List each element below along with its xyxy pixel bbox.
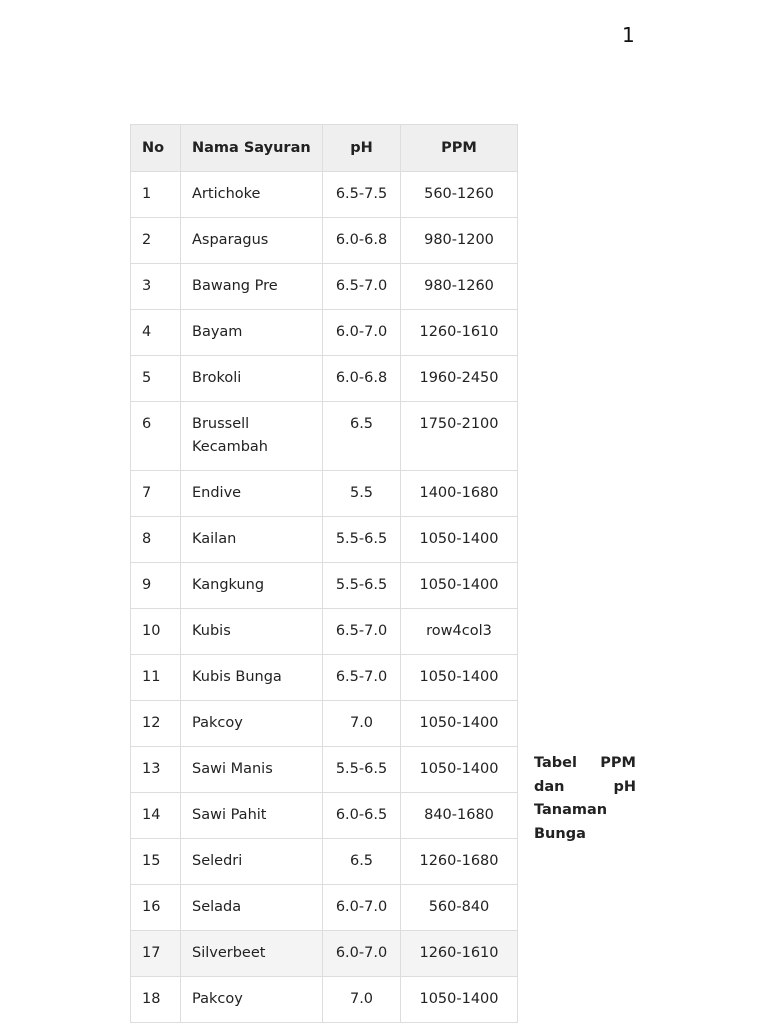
cell-name: Selada	[181, 885, 323, 931]
table-row	[131, 747, 518, 793]
cell-no: 17	[131, 931, 181, 977]
cell-name: Silverbeet	[181, 931, 323, 977]
table-row	[131, 172, 518, 218]
cell-ppm: 1750-2100	[401, 402, 518, 471]
cell-ppm: 840-1680	[401, 793, 518, 839]
table-header-row	[131, 125, 518, 172]
cell-no: 5	[131, 356, 181, 402]
cell-ppm: 1960-2450	[401, 356, 518, 402]
cell-ppm: 980-1200	[401, 218, 518, 264]
cell-name: Brussell Kecambah	[181, 402, 323, 471]
table-row	[131, 264, 518, 310]
cell-ph: 5.5-6.5	[323, 517, 401, 563]
page-number: 1	[622, 23, 635, 47]
cell-no: 15	[131, 839, 181, 885]
cell-name: Kubis Bunga	[181, 655, 323, 701]
cell-ppm: 560-840	[401, 885, 518, 931]
cell-no: 16	[131, 885, 181, 931]
cell-name: Seledri	[181, 839, 323, 885]
cell-ph: 6.5-7.5	[323, 172, 401, 218]
cell-ppm: row4col3	[401, 609, 518, 655]
cell-ph: 6.0-7.0	[323, 885, 401, 931]
cell-no: 18	[131, 977, 181, 1023]
table-row	[131, 310, 518, 356]
cell-ph: 5.5-6.5	[323, 747, 401, 793]
table-row	[131, 517, 518, 563]
table-row	[131, 655, 518, 701]
cell-ph: 6.0-6.8	[323, 218, 401, 264]
cell-name: Brokoli	[181, 356, 323, 402]
cell-ph: 7.0	[323, 977, 401, 1023]
table-row	[131, 885, 518, 931]
cell-ppm: 1260-1610	[401, 310, 518, 356]
cell-ph: 6.5-7.0	[323, 655, 401, 701]
cell-ppm: 980-1260	[401, 264, 518, 310]
cell-ph: 6.5	[323, 402, 401, 471]
cell-no: 2	[131, 218, 181, 264]
cell-name: Sawi Pahit	[181, 793, 323, 839]
cell-name: Bayam	[181, 310, 323, 356]
cell-name: Kailan	[181, 517, 323, 563]
cell-ph: 6.5	[323, 839, 401, 885]
cell-no: 4	[131, 310, 181, 356]
table-row	[131, 609, 518, 655]
table-row	[131, 701, 518, 747]
table-row	[131, 839, 518, 885]
cell-ph: 6.0-7.0	[323, 931, 401, 977]
table-row	[131, 563, 518, 609]
table-body	[131, 172, 518, 1023]
cell-no: 1	[131, 172, 181, 218]
cell-ppm: 1400-1680	[401, 471, 518, 517]
cell-no: 14	[131, 793, 181, 839]
table-row	[131, 793, 518, 839]
cell-ppm: 1050-1400	[401, 655, 518, 701]
cell-ppm: 1050-1400	[401, 563, 518, 609]
cell-ph: 6.0-7.0	[323, 310, 401, 356]
cell-no: 13	[131, 747, 181, 793]
cell-ph: 6.5-7.0	[323, 264, 401, 310]
table-row	[131, 356, 518, 402]
vegetable-ph-ppm-table	[130, 124, 518, 1023]
cell-name: Artichoke	[181, 172, 323, 218]
cell-name: Kangkung	[181, 563, 323, 609]
cell-no: 6	[131, 402, 181, 471]
cell-name: Bawang Pre	[181, 264, 323, 310]
cell-ph: 6.0-6.5	[323, 793, 401, 839]
table-row	[131, 402, 518, 471]
table-row	[131, 471, 518, 517]
cell-no: 12	[131, 701, 181, 747]
header-ph: pH	[323, 125, 401, 172]
table-row	[131, 931, 518, 977]
cell-ppm: 1050-1400	[401, 517, 518, 563]
table-caption: Tabel PPM dan pH Tanaman Bunga	[534, 755, 636, 842]
table-row	[131, 977, 518, 1023]
cell-ppm: 1050-1400	[401, 701, 518, 747]
cell-name: Pakcoy	[181, 977, 323, 1023]
cell-no: 9	[131, 563, 181, 609]
cell-ph: 7.0	[323, 701, 401, 747]
cell-ph: 6.0-6.8	[323, 356, 401, 402]
cell-ph: 5.5	[323, 471, 401, 517]
cell-no: 10	[131, 609, 181, 655]
cell-no: 11	[131, 655, 181, 701]
cell-name: Endive	[181, 471, 323, 517]
table-row	[131, 218, 518, 264]
cell-ppm: 1260-1610	[401, 931, 518, 977]
header-ppm: PPM	[401, 125, 518, 172]
header-no: No	[131, 125, 181, 172]
cell-ppm: 1050-1400	[401, 747, 518, 793]
cell-name: Asparagus	[181, 218, 323, 264]
cell-name: Pakcoy	[181, 701, 323, 747]
cell-name: Kubis	[181, 609, 323, 655]
cell-ph: 6.5-7.0	[323, 609, 401, 655]
cell-ppm: 1260-1680	[401, 839, 518, 885]
cell-ppm: 1050-1400	[401, 977, 518, 1023]
cell-name: Sawi Manis	[181, 747, 323, 793]
cell-ppm: 560-1260	[401, 172, 518, 218]
cell-no: 8	[131, 517, 181, 563]
cell-no: 7	[131, 471, 181, 517]
cell-no: 3	[131, 264, 181, 310]
header-name: Nama Sayuran	[181, 125, 323, 172]
cell-ph: 5.5-6.5	[323, 563, 401, 609]
